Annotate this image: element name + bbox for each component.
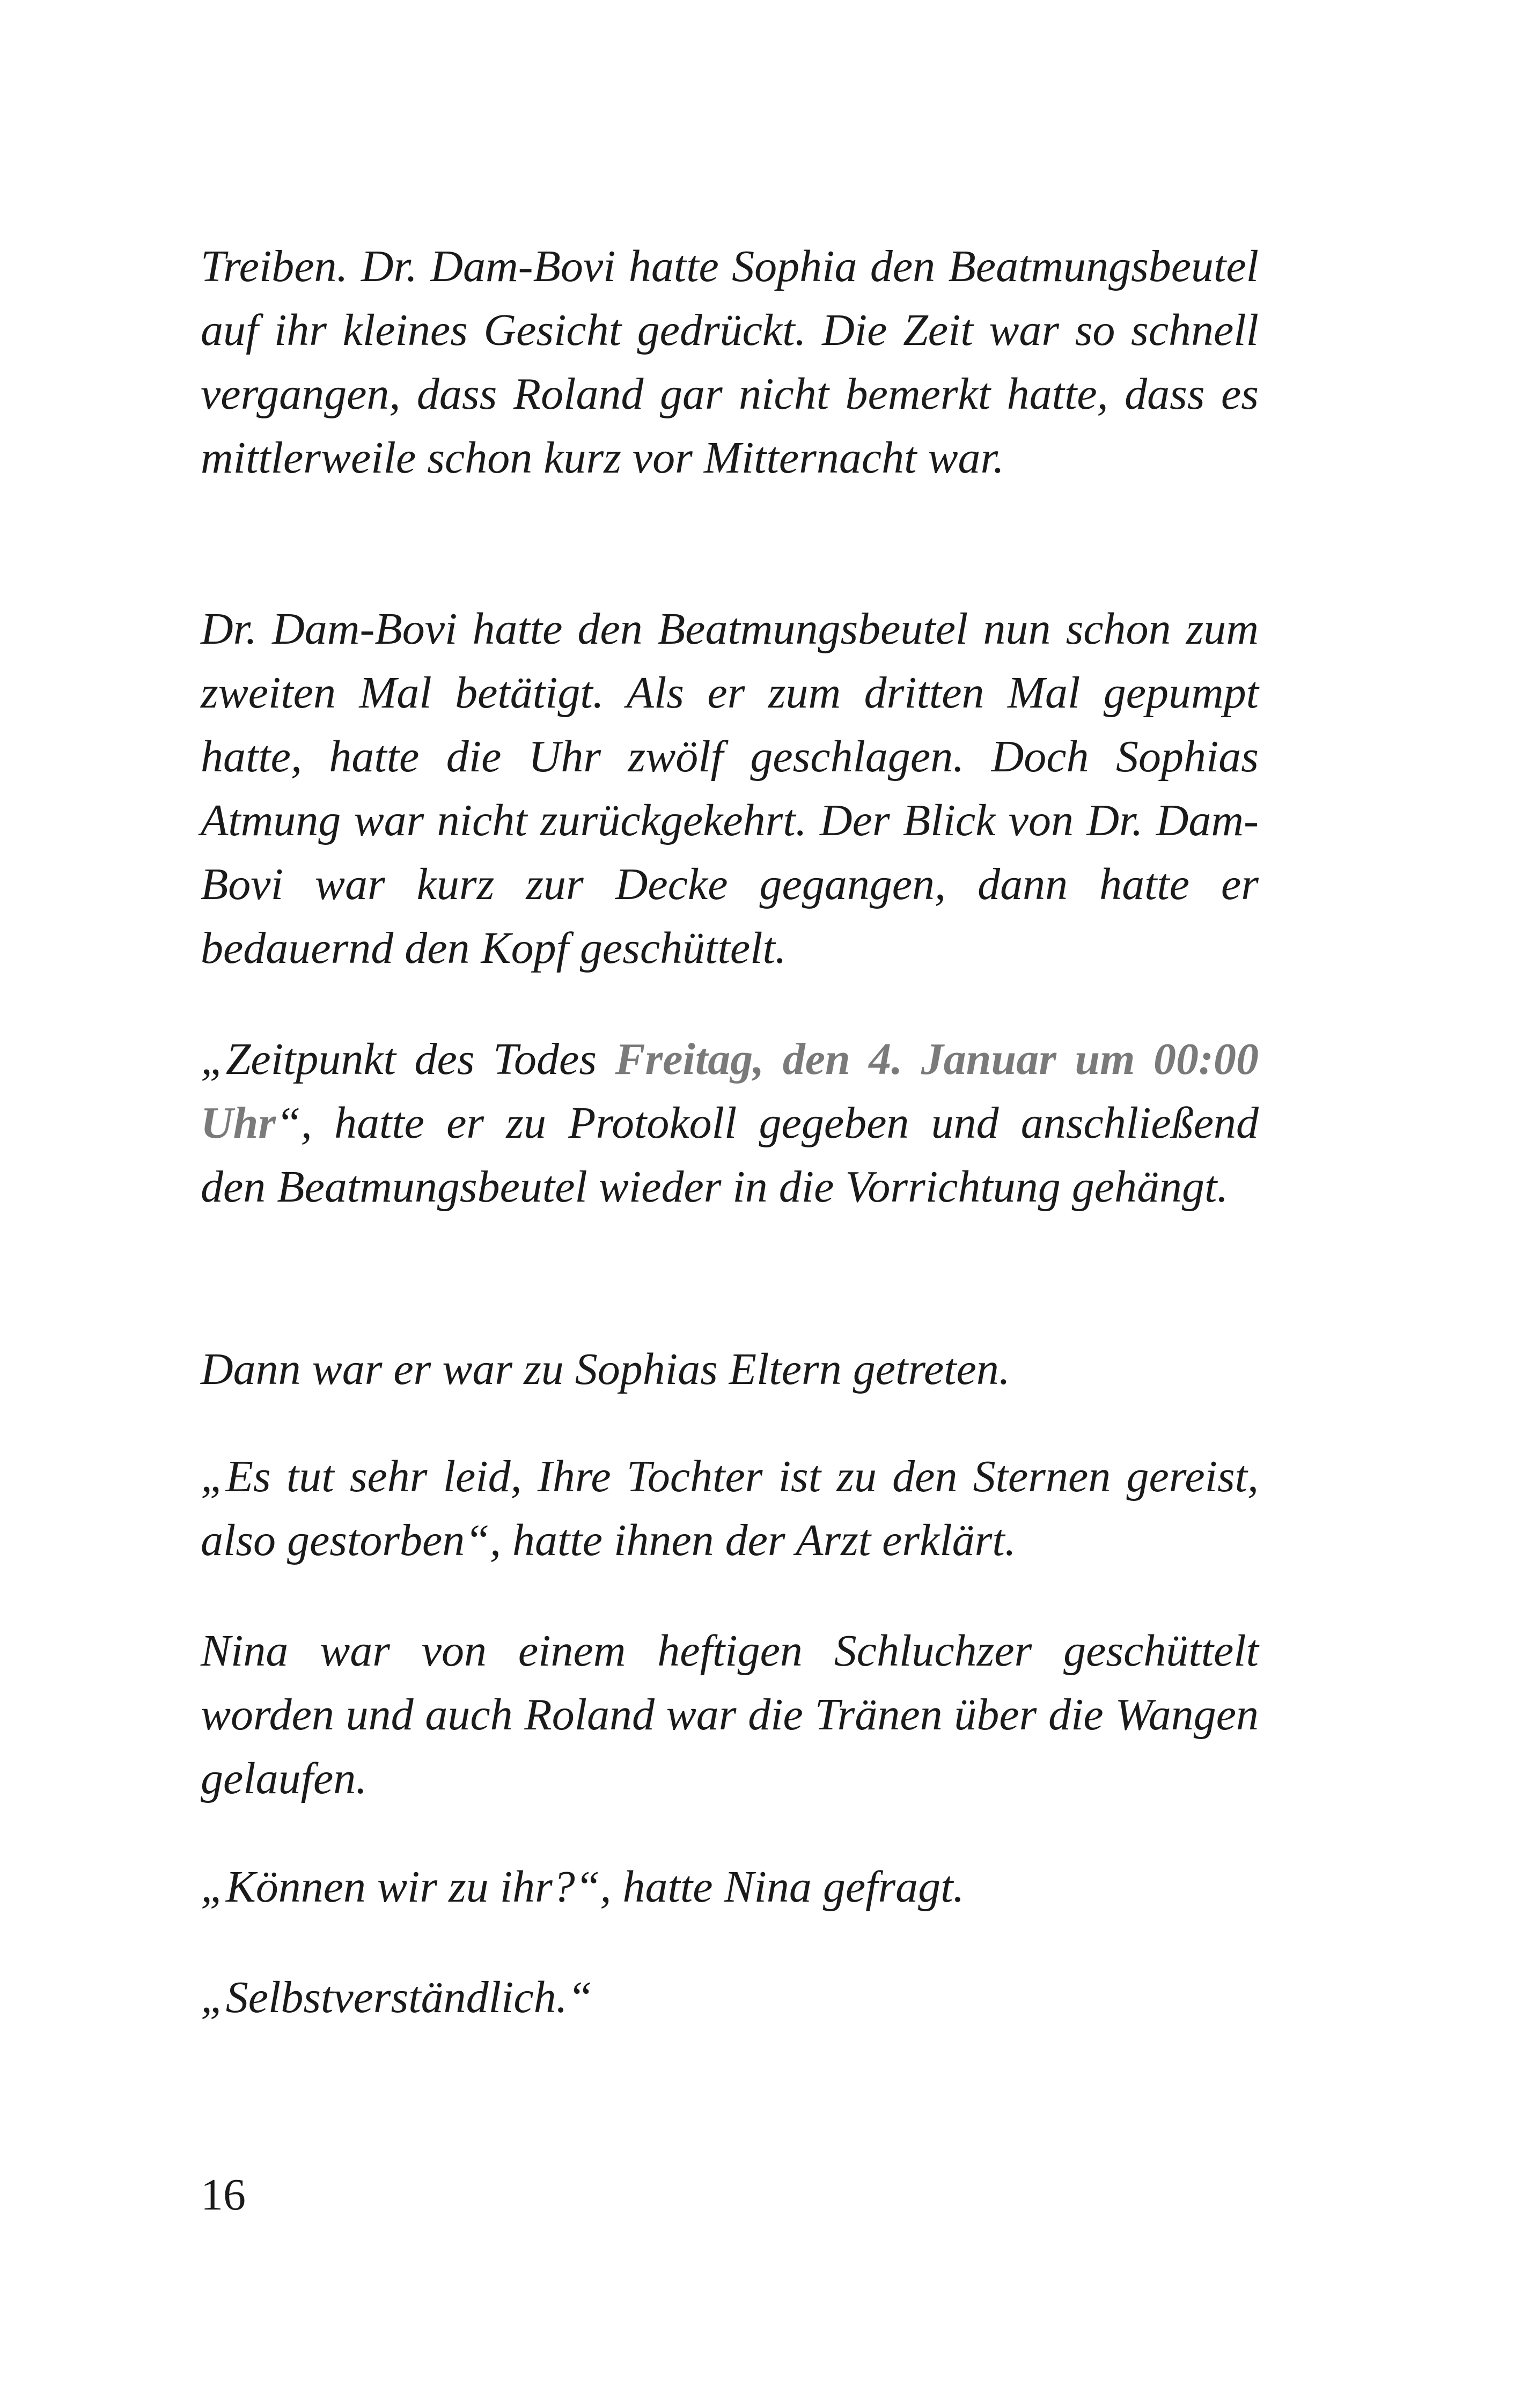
paragraph-1: Treiben. Dr. Dam-Bovi hatte Sophia den Beatmungsbeutel auf ihr kleines Gesicht gedrückt. Die Zeit war so schnell vergangen, dass Roland gar nicht bemerkt hatte, dass es mittlerweile schon kurz vor Mitternacht war. — [201, 241, 1259, 483]
paragraph-8: „Selbstverständlich.“ — [201, 1972, 593, 2022]
paragraph-3 — [201, 1027, 1259, 1219]
paragraph-2: Dr. Dam-Bovi hatte den Beatmungsbeutel nun schon zum zweiten Mal betätigt. Als er zum dritten Mal gepumpt hatte, hatte die Uhr zwölf geschlagen. Doch Sophias Atmung war nicht zurückgekehrt. Der Blick von Dr. Dam-Bovi war kurz zur Decke gegangen, dann hatte er bedauernd den Kopf geschüttelt. — [201, 604, 1259, 973]
paragraph-3-quote-open: „Zeitpunkt des Todes — [201, 1034, 615, 1084]
page-number: 16 — [201, 2170, 246, 2220]
paragraph-6: Nina war von einem heftigen Schluchzer geschüttelt worden und auch Roland war die Tränen über die Wangen gelaufen. — [201, 1626, 1259, 1803]
paragraph-3-rest: “, hatte er zu Protokoll gegeben und anschließend den Beatmungsbeutel wieder in die Vorrichtung gehängt. — [201, 1098, 1259, 1212]
time-of-death-highlight: Freitag, den 4. Januar um 00:00 Uhr — [201, 1034, 1259, 1148]
paragraph-4: Dann war er war zu Sophias Eltern getreten. — [201, 1344, 1010, 1394]
paragraph-7: „Können wir zu ihr?“, hatte Nina gefragt. — [201, 1862, 965, 1912]
paragraph-5: „Es tut sehr leid, Ihre Tochter ist zu den Sternen gereist, also gestorben“, hatte ihnen der Arzt erklärt. — [201, 1452, 1259, 1565]
